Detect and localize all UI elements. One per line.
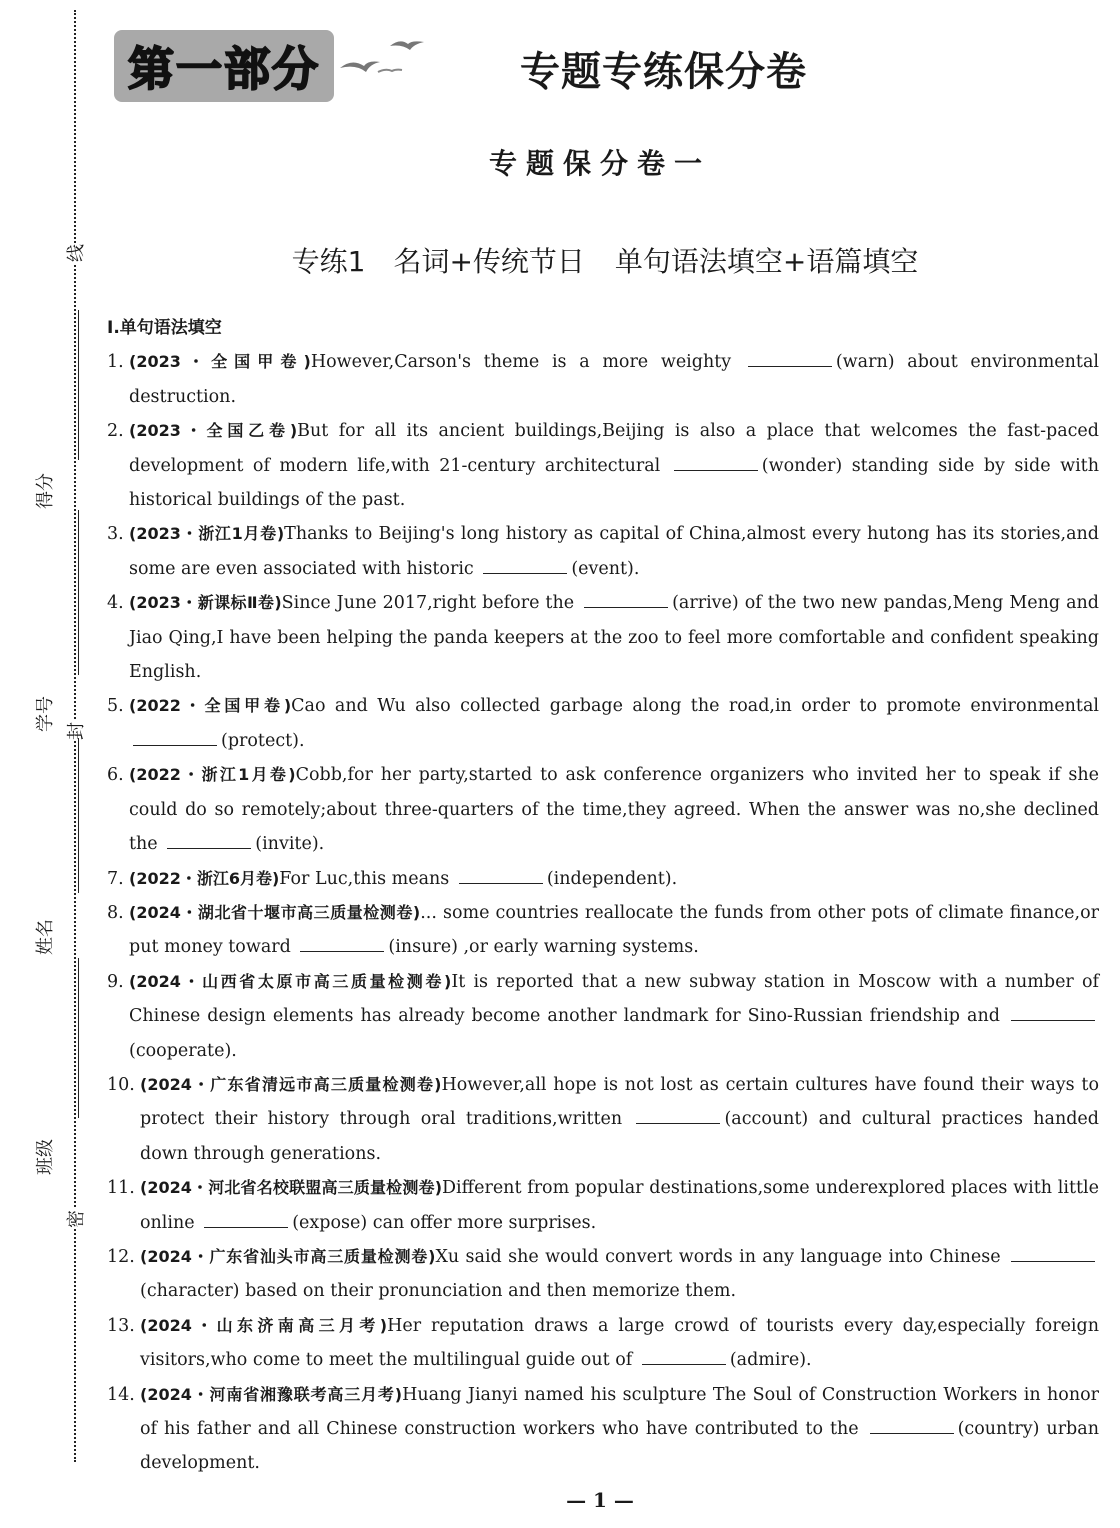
question-number: 5. <box>107 696 124 717</box>
question-source: (2024・河北省名校联盟高三质量检测卷) <box>140 1178 443 1198</box>
question-text: It is reported that a new subway station in Moscow with a number of Chinese design elements has already become another landmark for Sino-Russian friendship and <box>129 971 1099 1027</box>
question-hint: (wonder) <box>761 455 843 476</box>
question-source: (2022・浙江1月卷) <box>129 765 296 785</box>
main-title: 专题专练保分卷 <box>520 49 807 95</box>
answer-blank[interactable] <box>133 727 217 746</box>
question-item <box>107 1068 1099 1171</box>
question-text: Thanks to Beijing's long history as capital of China,almost every hutong has its stories,and some are even associated with historic <box>129 524 1099 579</box>
question-text: Cobb,for her party,started to ask conference organizers who invited her to speak if she could do so remotely;about three-quarters of the time,they agreed. When the answer was no,she declined the <box>129 765 1099 855</box>
question-text-after: and cultural practices handed down through generations. <box>140 1109 1099 1164</box>
score-label: 得分 <box>35 473 56 509</box>
birds-decoration-icon <box>338 38 430 82</box>
question-number: 8. <box>107 902 124 923</box>
class-label: 班级 <box>35 1139 56 1175</box>
class-rule <box>78 958 79 1118</box>
section-title-type: 单句语法填空+语篇填空 <box>614 245 919 278</box>
question-hint: (country) <box>957 1419 1040 1439</box>
question-item <box>107 1309 1099 1378</box>
section-title <box>90 240 1120 280</box>
question-number: 2. <box>107 421 124 442</box>
answer-blank[interactable] <box>1011 1243 1095 1262</box>
question-number: 14. <box>107 1384 135 1405</box>
question-item <box>107 965 1099 1068</box>
part-badge <box>114 30 334 102</box>
question-source: (2024・山西省太原市高三质量检测卷) <box>129 971 452 991</box>
question-item <box>107 1240 1099 1309</box>
question-hint: (cooperate). <box>129 1040 237 1061</box>
score-rule <box>78 310 79 460</box>
question-text-after: about environmental destruction. <box>129 352 1099 407</box>
question-text-after: based on their pronunciation and then memorize them. <box>245 1281 737 1302</box>
question-text: Xu said she would convert words in any language into Chinese <box>435 1246 1001 1267</box>
question-hint: (character) <box>140 1281 240 1302</box>
question-item <box>107 414 1099 517</box>
question-item <box>107 758 1099 861</box>
question-item <box>107 517 1099 586</box>
question-hint: (independent). <box>546 868 678 889</box>
question-number: 9. <box>107 971 124 992</box>
question-hint: (warn) <box>835 352 895 373</box>
sub-title: 专题保分卷一 <box>488 147 711 180</box>
section-title-topic: 专练1 名词+传统节日 <box>291 245 585 278</box>
question-hint: (event). <box>571 558 640 579</box>
name-label: 姓名 <box>35 919 56 955</box>
answer-blank[interactable] <box>204 1209 288 1228</box>
question-source: (2024・广东省汕头市高三质量检测卷) <box>140 1246 436 1266</box>
question-hint: (protect). <box>221 730 305 751</box>
question-number: 12. <box>107 1246 135 1267</box>
question-source: (2023・全国乙卷) <box>129 421 298 441</box>
question-text: Her reputation draws a large crowd of tourists every day,especially foreign visitors,who come to meet the multilingual guide out of <box>140 1315 1099 1371</box>
question-number: 11. <box>107 1178 135 1199</box>
question-hint: (admire). <box>729 1350 812 1371</box>
question-item <box>107 1171 1099 1240</box>
question-text: For Luc,this means <box>279 868 450 889</box>
answer-blank[interactable] <box>459 865 543 884</box>
question-number: 4. <box>107 593 124 614</box>
question-text: Different from popular destinations,some underexplored places with little online <box>140 1178 1099 1233</box>
answer-blank[interactable] <box>870 1415 954 1434</box>
question-text-after: standing side by side with historical buildings of the past. <box>129 455 1099 511</box>
page-number: — 1 — <box>566 1488 634 1512</box>
question-text-after: urban development. <box>140 1419 1099 1474</box>
question-text: However,Carson's theme is a more weighty <box>310 352 732 373</box>
question-number: 7. <box>107 868 124 889</box>
question-hint: (arrive) <box>672 593 739 614</box>
question-hint: (invite). <box>255 834 325 855</box>
binding-char-line: 线 <box>66 244 87 262</box>
question-text: Since June 2017,right before the <box>281 593 575 614</box>
question-text: However,all hope is not lost as certain cultures have found their ways to protect their history through oral traditions,written <box>140 1074 1099 1130</box>
question-item <box>107 896 1099 965</box>
answer-blank[interactable] <box>584 589 668 608</box>
question-source: (2023・浙江1月卷) <box>129 524 285 544</box>
question-text: Huang Jianyi named his sculpture The Soul of Construction Workers in honor of his father and all Chinese construction workers who have contributed to the <box>140 1384 1099 1439</box>
binding-char-seal: 封 <box>66 722 87 740</box>
answer-blank[interactable] <box>674 452 758 471</box>
question-item <box>107 689 1099 758</box>
question-number: 13. <box>107 1315 135 1336</box>
question-text-after: ,or early warning systems. <box>463 937 699 958</box>
question-number: 10. <box>107 1074 135 1095</box>
question-hint: (account) <box>724 1109 809 1130</box>
part-badge-text: 第一部分 <box>128 42 320 96</box>
question-source: (2022・全国甲卷) <box>129 696 292 716</box>
question-item <box>107 862 1099 896</box>
student-id-label: 学号 <box>35 696 56 732</box>
question-source: (2022・浙江6月卷) <box>129 868 280 888</box>
question-item <box>107 1378 1099 1481</box>
question-number: 6. <box>107 765 124 786</box>
question-source: (2024・河南省湘豫联考高三月考) <box>140 1384 403 1404</box>
question-number: 1. <box>107 352 124 373</box>
question-text: But for all its ancient buildings,Beijing is also a place that welcomes the fast-paced development of modern life,with 21-century architectural <box>129 421 1099 476</box>
question-source: (2024・山东济南高三月考) <box>140 1315 388 1335</box>
answer-blank[interactable] <box>748 348 832 367</box>
answer-blank[interactable] <box>483 555 567 574</box>
answer-blank[interactable] <box>1011 1002 1095 1021</box>
question-list <box>107 311 1099 1481</box>
question-source: (2023・全国甲卷) <box>129 352 311 372</box>
answer-blank[interactable] <box>636 1105 720 1124</box>
question-item <box>107 345 1099 414</box>
question-item <box>107 586 1099 689</box>
student-id-rule <box>78 510 79 675</box>
question-source: (2023・新课标Ⅱ卷) <box>129 593 282 613</box>
question-text-after: can offer more surprises. <box>372 1212 597 1233</box>
question-hint: (insure) <box>388 937 458 958</box>
question-text-after: of the two new pandas,Meng Meng and Jiao Qing,I have been helping the panda keepers at the zoo to feel more comfortable and confident speaking English. <box>129 593 1099 683</box>
question-text: ... some countries reallocate the funds from other pots of climate finance,or put money toward <box>129 902 1099 958</box>
question-text: Cao and Wu also collected garbage along the road,in order to promote environmental <box>291 696 1099 717</box>
name-rule <box>78 738 79 893</box>
question-number: 3. <box>107 524 124 545</box>
binding-char-close: 密 <box>66 1210 87 1228</box>
question-source: (2024・广东省清远市高三质量检测卷) <box>140 1074 442 1094</box>
question-source: (2024・湖北省十堰市高三质量检测卷) <box>129 902 421 922</box>
answer-blank[interactable] <box>167 830 251 849</box>
part-heading: Ⅰ.单句语法填空 <box>107 318 222 338</box>
question-hint: (expose) <box>292 1212 368 1233</box>
answer-blank[interactable] <box>642 1346 726 1365</box>
answer-blank[interactable] <box>300 933 384 952</box>
